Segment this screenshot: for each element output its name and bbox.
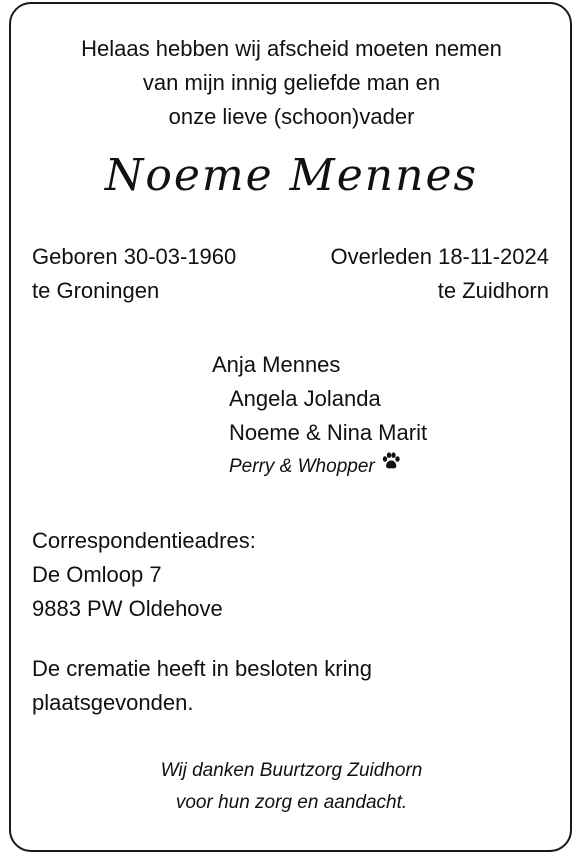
address-label: Correspondentieadres: [32, 528, 256, 553]
intro-line-3: onze lieve (schoon)vader [168, 104, 415, 129]
address-city: 9883 PW Oldehove [32, 596, 223, 621]
paw-icon [381, 450, 401, 480]
intro-line-2: van mijn innig geliefde man en [142, 70, 441, 95]
born-place: te Groningen [32, 278, 160, 303]
deceased-name: Noeme Mennes [104, 150, 479, 201]
thanks-line-2: voor hun zorg en aandacht. [175, 792, 408, 813]
born-date: Geboren 30-03-1960 [32, 244, 237, 269]
family-pets-label: Perry & Whopper [229, 456, 375, 477]
address-street: De Omloop 7 [32, 562, 162, 587]
died-place: te Zuidhorn [437, 278, 549, 303]
family-child-1: Angela Jolanda [229, 386, 381, 411]
cremation-line-2: plaatsgevonden. [32, 690, 194, 715]
intro-line-1: Helaas hebben wij afscheid moeten nemen [81, 36, 502, 61]
family-pets [229, 452, 401, 482]
family-spouse: Anja Mennes [212, 352, 341, 377]
cremation-line-1: De crematie heeft in besloten kring [32, 656, 372, 681]
thanks-line-1: Wij danken Buurtzorg Zuidhorn [160, 760, 423, 781]
family-child-2: Noeme & Nina Marit [229, 420, 428, 445]
died-date: Overleden 18-11-2024 [330, 244, 549, 269]
